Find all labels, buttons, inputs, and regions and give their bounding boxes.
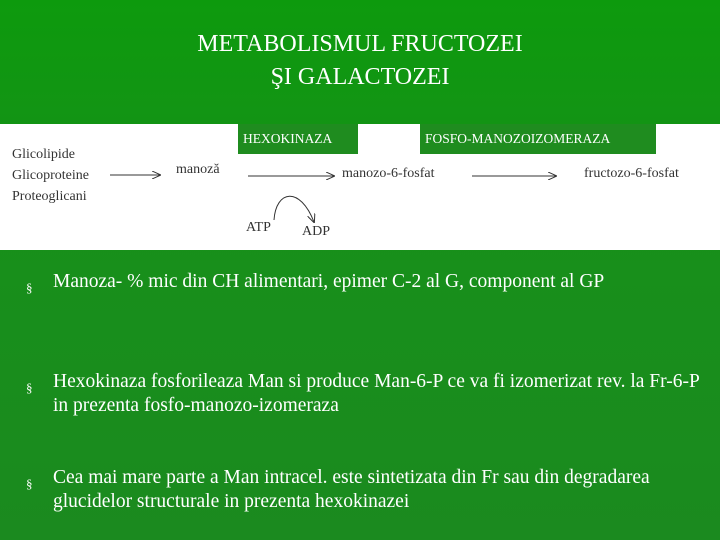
bullet-marker: § [26,476,33,491]
hexokinaza-label: HEXOKINAZA [238,124,358,154]
title-line-2: ŞI GALACTOZEI [270,64,450,90]
source-proteoglicani: Proteoglicani [12,189,87,204]
source-glicoproteine: Glicoproteine [12,168,89,183]
bullet-text: Hexokinaza fosforileaza Man si produce Man-6-P ce va fi izomerizat rev. la Fr-6-P in prezenta fosfo-manozo-izomeraza [53,371,700,416]
bullet-text: Cea mai mare parte a Man intracel. este sintetizata din Fr sau din degradarea glucidelor structurale in prezenta hexokinazei [53,467,650,512]
title-line-1: METABOLISMUL FRUCTOZEI [197,31,523,57]
fructozo-6-fosfat-label: fructozo-6-fosfat [584,166,679,181]
atp-label: ATP [246,220,271,235]
fosfo-manozoizomeraza-label: FOSFO-MANOZOIZOMERAZA [420,124,656,154]
reaction-arrows [0,124,720,250]
source-glicolipide: Glicolipide [12,147,75,162]
bullet-marker: § [26,280,33,295]
manozo-6-fosfat-label: manozo-6-fosfat [342,166,435,181]
bullet-text: Manoza- % mic din CH alimentari, epimer C-2 al G, component al GP [53,271,605,292]
pathway-diagram [0,124,720,250]
slide-title [0,28,720,94]
bullet-marker: § [26,380,33,395]
adp-label: ADP [302,224,331,239]
manoza-label: manoză [176,162,220,177]
arrow-atp-to-adp [274,196,314,222]
